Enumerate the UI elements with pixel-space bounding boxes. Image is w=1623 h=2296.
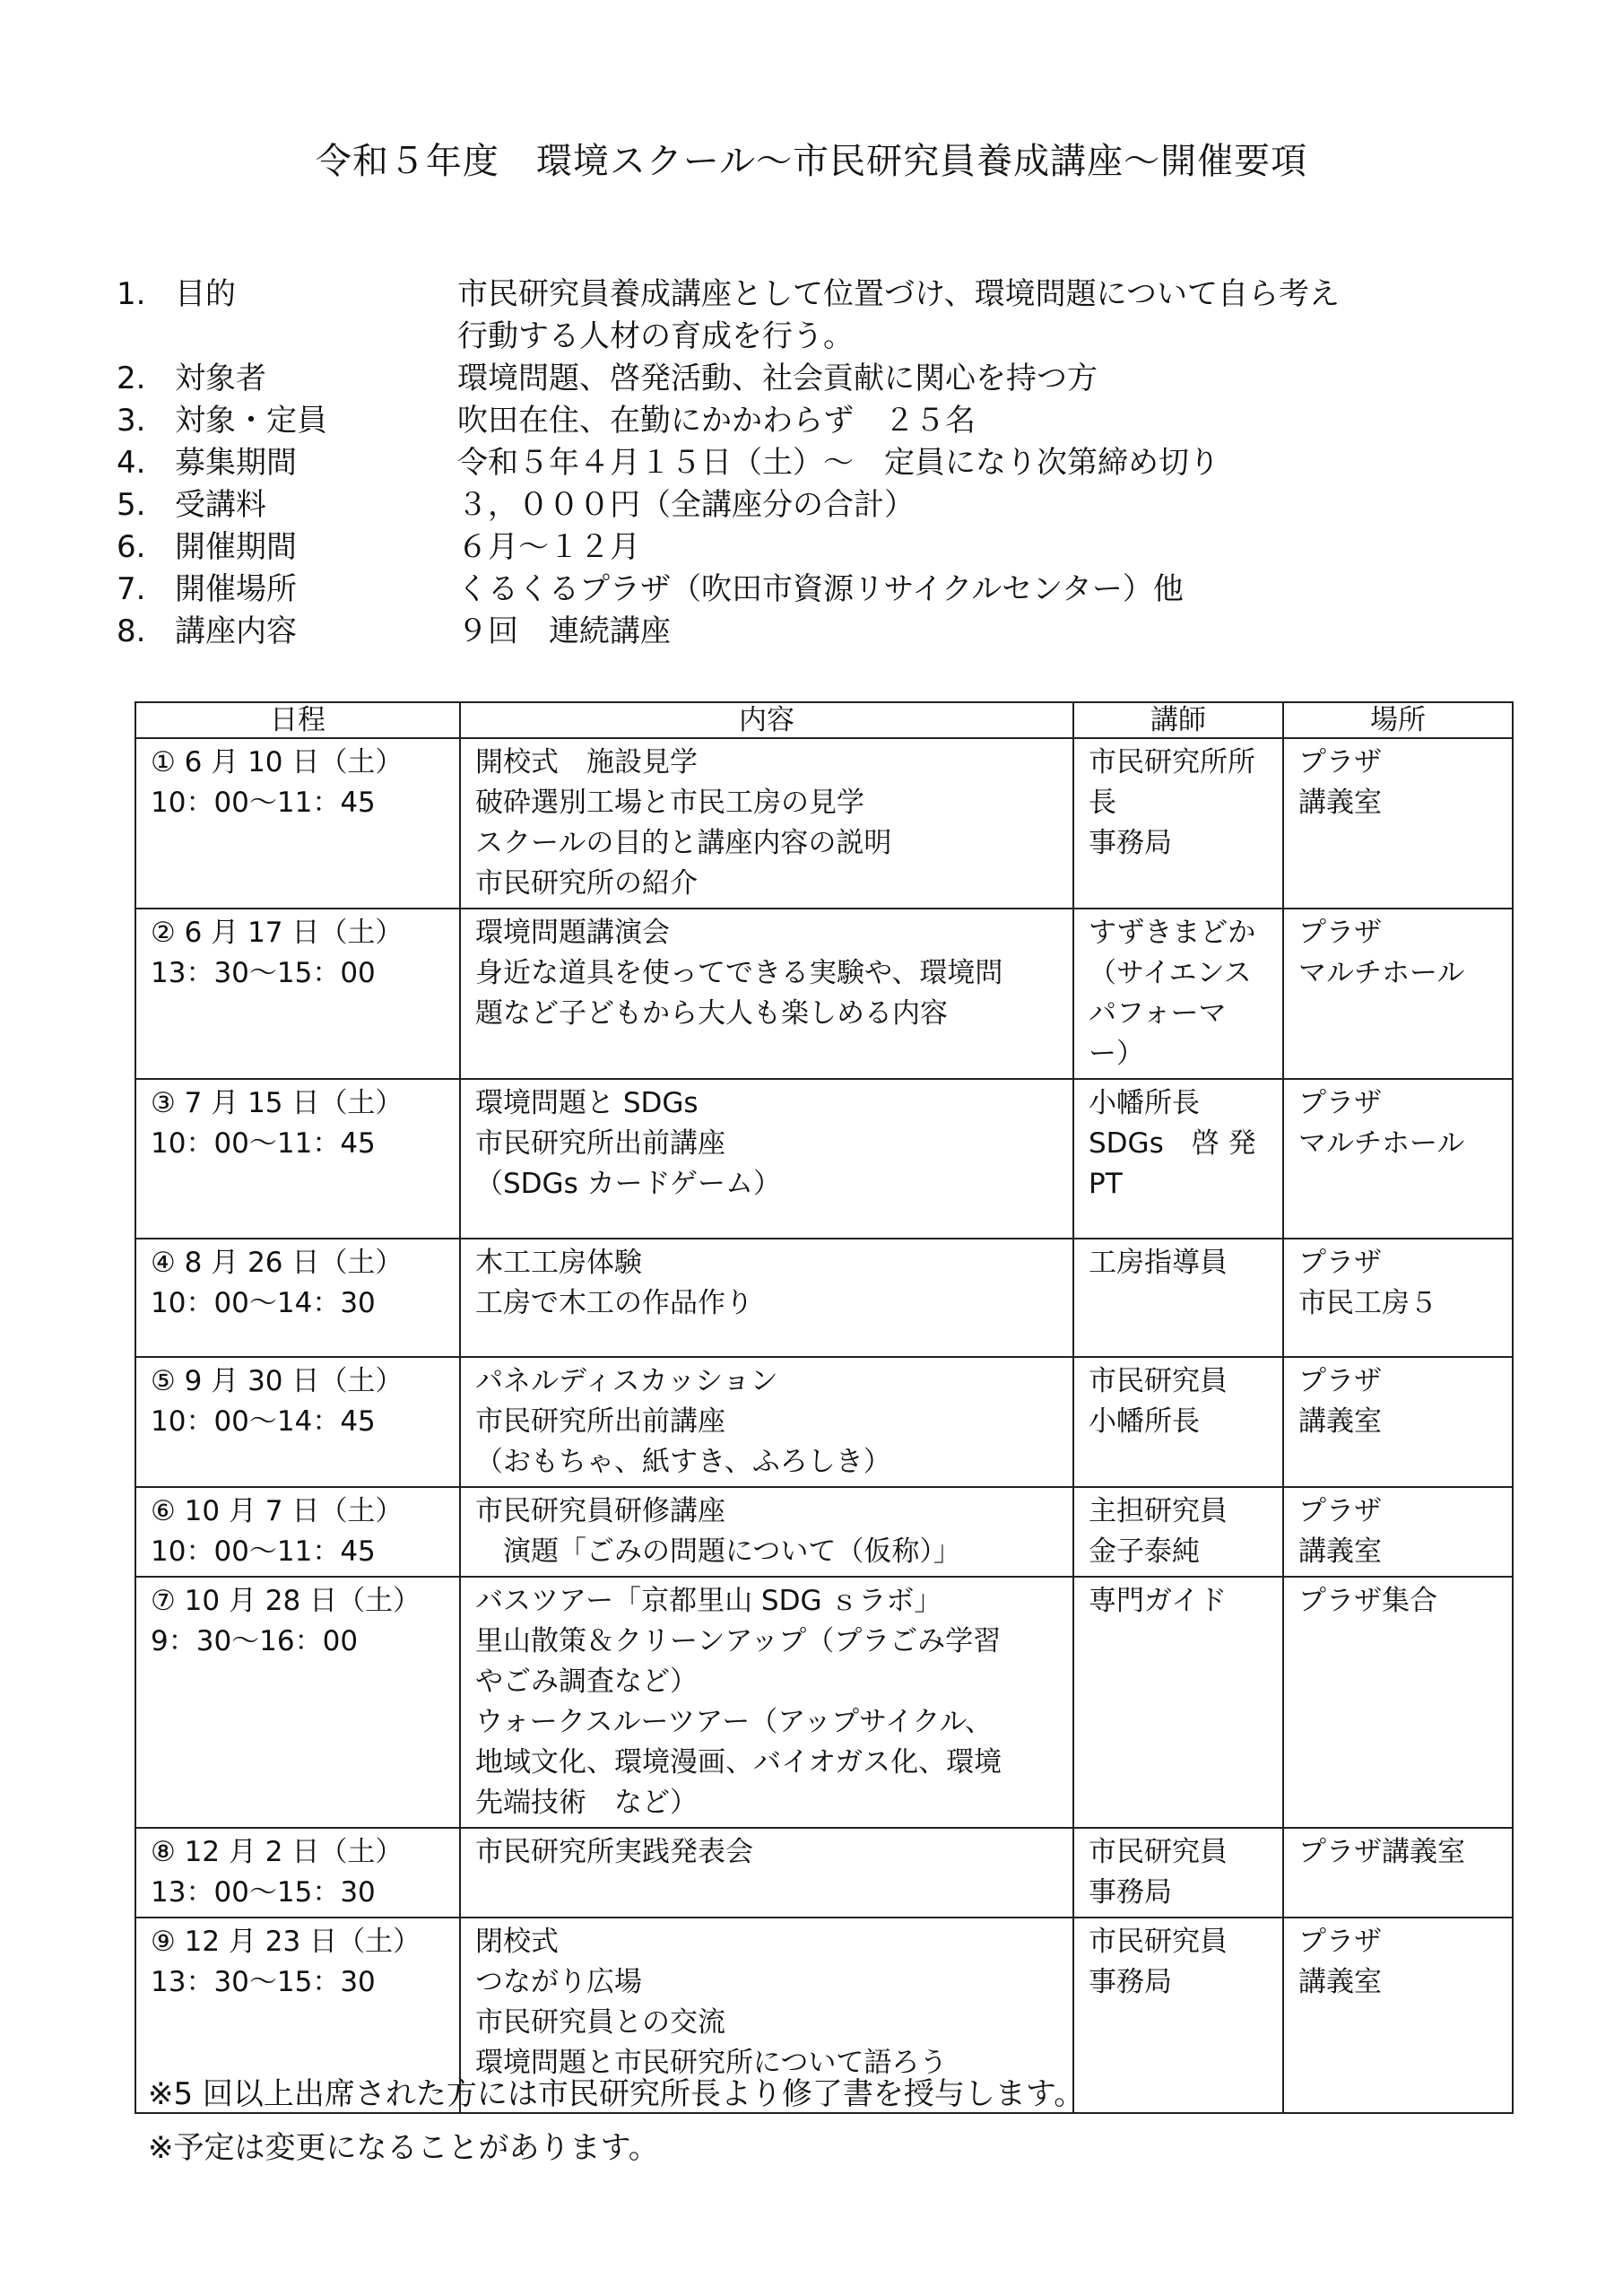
document-title: 令和５年度 環境スクール～市民研究員養成講座～開催要項 [315, 141, 1308, 182]
item-label: 開催期間 [175, 529, 297, 565]
schedule-cell [135, 1487, 460, 1577]
place-cell [1283, 909, 1513, 1079]
lecturer-cell-line: 事務局 [1089, 827, 1172, 859]
schedule-cell-line: 10：00～11：45 [151, 1535, 376, 1568]
content-cell-line: ウォークスルーツアー（アップサイクル、 [475, 1706, 993, 1738]
place-cell-line: プラザ [1298, 1495, 1382, 1527]
place-cell-line: 講義室 [1298, 787, 1382, 819]
place-cell-line: プラザ集合 [1298, 1585, 1437, 1617]
lecturer-cell-line: ー） [1089, 1038, 1144, 1070]
content-cell-line: 市民研究所出前講座 [475, 1127, 725, 1160]
content-cell-line: 閉校式 [475, 1926, 559, 1958]
outline-item [117, 400, 1515, 442]
outline-item [117, 484, 1515, 526]
item-value [457, 442, 1219, 484]
content-cell-line: 開校式 施設見学 [475, 746, 698, 778]
outline-item [117, 526, 1515, 569]
item-label: 目的 [175, 276, 236, 312]
item-number: 5. [117, 487, 146, 523]
schedule-cell-line: 13：30～15：30 [151, 1966, 376, 1998]
place-cell [1283, 1577, 1513, 1828]
place-cell-line: 講義室 [1298, 1535, 1382, 1568]
lecturer-cell-line: パフォーマ [1089, 997, 1227, 1030]
lecturer-cell-line: PT [1089, 1168, 1123, 1200]
header-content: 内容 [460, 702, 1073, 738]
table-row [135, 909, 1513, 1079]
schedule-cell-line: 13：30～15：00 [151, 957, 376, 989]
place-cell-line: プラザ [1298, 1247, 1382, 1279]
schedule-cell-line: ⑤ 9 月 30 日（土） [151, 1365, 404, 1397]
content-cell-line: 環境問題と SDGs [475, 1087, 699, 1119]
lecturer-cell-line: 工房指導員 [1089, 1247, 1228, 1279]
table-header-row [135, 702, 1513, 738]
place-cell [1283, 1079, 1513, 1239]
schedule-cell-line: ① 6 月 10 日（土） [151, 746, 404, 778]
item-number: 7. [117, 571, 146, 607]
lecturer-cell-line: 事務局 [1089, 1966, 1172, 1998]
item-value-line: ６月～１２月 [457, 529, 640, 565]
schedule-cell-line: ⑥ 10 月 7 日（土） [151, 1495, 404, 1527]
content-cell-line: 市民研究所出前講座 [475, 1405, 725, 1438]
schedule-cell [135, 1828, 460, 1918]
schedule-cell [135, 1239, 460, 1357]
lecturer-cell [1073, 1357, 1283, 1487]
place-cell [1283, 1487, 1513, 1577]
content-cell-line: 工房で木工の作品作り [475, 1287, 753, 1319]
item-value [457, 611, 671, 653]
schedule-cell-line: 10：00～11：45 [151, 1127, 376, 1160]
place-cell-line: プラザ講義室 [1298, 1836, 1465, 1868]
content-cell-line: バスツアー「京都里山 SDG ｓラボ」 [475, 1585, 942, 1617]
lecturer-cell-line: 小幡所長 [1089, 1405, 1200, 1438]
outline-item [117, 274, 1515, 358]
content-cell-line: 先端技術 など） [475, 1787, 698, 1819]
content-cell [460, 1828, 1073, 1918]
item-label: 対象者 [175, 361, 266, 396]
place-cell [1283, 1828, 1513, 1918]
lecturer-cell-line: 小幡所長 [1089, 1087, 1200, 1119]
place-cell [1283, 1239, 1513, 1357]
place-cell-line: 市民工房５ [1298, 1287, 1437, 1319]
place-cell-line: プラザ [1298, 917, 1382, 949]
lecturer-cell-line: 市民研究員 [1089, 1926, 1228, 1958]
table-row [135, 1079, 1513, 1239]
content-cell-line: 木工工房体験 [475, 1247, 642, 1279]
place-cell [1283, 1918, 1513, 2113]
schedule-cell [135, 738, 460, 909]
table-row [135, 738, 1513, 909]
schedule-cell-line: 10：00～11：45 [151, 787, 376, 819]
content-cell-line: （SDGs カードゲーム） [475, 1168, 781, 1200]
content-cell-line: 地域文化、環境漫画、バイオガス化、環境 [475, 1746, 1002, 1779]
place-cell-line: マルチホール [1298, 957, 1465, 989]
outline-list [117, 274, 1515, 653]
schedule-cell-line: 13：00～15：30 [151, 1876, 376, 1909]
content-cell-line: 市民研究所実践発表会 [475, 1836, 753, 1868]
place-cell-line: 講義室 [1298, 1405, 1382, 1438]
item-number: 1. [117, 276, 146, 312]
header-schedule: 日程 [135, 702, 460, 738]
place-cell-line: プラザ [1298, 1926, 1382, 1958]
place-cell [1283, 738, 1513, 909]
outline-item [117, 358, 1515, 400]
header-place: 場所 [1283, 702, 1513, 738]
place-cell [1283, 1357, 1513, 1487]
lecturer-cell-line: 長 [1089, 787, 1116, 819]
content-cell [460, 1357, 1073, 1487]
item-label: 募集期間 [175, 445, 297, 481]
place-cell-line: 講義室 [1298, 1966, 1382, 1998]
note-certificate: ※5 回以上出席された方には市民研究所長より修了書を授与します。 [148, 2076, 1085, 2112]
lecturer-cell [1073, 738, 1283, 909]
item-label: 講座内容 [175, 613, 297, 649]
item-value-line: 吹田在住、在勤にかかわらず ２５名 [457, 403, 976, 439]
lecturer-cell [1073, 1828, 1283, 1918]
content-cell-line: 破砕選別工場と市民工房の見学 [475, 787, 864, 819]
item-value [457, 400, 976, 442]
table-row [135, 1357, 1513, 1487]
content-cell-line: やごみ調査など） [475, 1665, 698, 1698]
item-value [457, 484, 915, 526]
lecturer-cell [1073, 1577, 1283, 1828]
table-row [135, 1828, 1513, 1918]
content-cell-line: スクールの目的と講座内容の説明 [475, 827, 892, 859]
notes [148, 2067, 1084, 2175]
item-label: 対象・定員 [175, 403, 327, 439]
outline-item [117, 442, 1515, 484]
item-number: 2. [117, 361, 146, 396]
schedule-cell-line: 9：30～16：00 [151, 1625, 359, 1657]
lecturer-cell-line: 事務局 [1089, 1876, 1172, 1909]
item-value-line: 行動する人材の育成を行う。 [457, 318, 854, 354]
lecturer-cell-line: SDGs 啓 発 [1089, 1127, 1256, 1160]
content-cell [460, 1487, 1073, 1577]
lecturer-cell [1073, 1239, 1283, 1357]
content-cell [460, 738, 1073, 909]
schedule-cell-line: ⑧ 12 月 2 日（土） [151, 1836, 404, 1868]
note-schedule-change: ※予定は変更になることがあります。 [148, 2130, 659, 2166]
content-cell-line: つながり広場 [475, 1966, 642, 1998]
place-cell-line: マルチホール [1298, 1127, 1465, 1160]
content-cell-line: 市民研究員との交流 [475, 2006, 725, 2039]
item-value [457, 526, 640, 569]
content-cell-line: 身近な道具を使ってできる実験や、環境問 [475, 957, 1003, 989]
schedule-cell-line: ② 6 月 17 日（土） [151, 917, 404, 949]
lecturer-cell-line: 市民研究員 [1089, 1836, 1228, 1868]
item-value-line: 市民研究員養成講座として位置づけ、環境問題について自ら考え [457, 276, 1340, 312]
content-cell-line: 市民研究所の紹介 [475, 867, 698, 900]
item-value [457, 274, 1340, 358]
schedule-cell-line: ⑦ 10 月 28 日（土） [151, 1585, 421, 1617]
table-row [135, 1577, 1513, 1828]
schedule-cell [135, 1357, 460, 1487]
item-value-line: 令和５年４月１５日（土）～ 定員になり次第締め切り [457, 445, 1219, 481]
place-cell-line: プラザ [1298, 746, 1382, 778]
schedule-cell-line: 10：00～14：45 [151, 1405, 376, 1438]
content-cell [460, 1239, 1073, 1357]
schedule-cell-line: ④ 8 月 26 日（土） [151, 1247, 404, 1279]
schedule-cell-line: 10：00～14：30 [151, 1287, 376, 1319]
item-value [457, 569, 1184, 611]
content-cell-line: 環境問題講演会 [475, 917, 670, 949]
content-cell [460, 1079, 1073, 1239]
header-lecturer: 講師 [1073, 702, 1283, 738]
item-value-line: 環境問題、啓発活動、社会貢献に関心を持つ方 [457, 361, 1098, 396]
content-cell [460, 909, 1073, 1079]
item-label: 受講料 [175, 487, 266, 523]
content-cell-line: 題など子どもから大人も楽しめる内容 [475, 997, 948, 1030]
lecturer-cell-line: 専門ガイド [1089, 1585, 1228, 1617]
content-cell-line: （おもちゃ、紙すき、ふろしき） [475, 1446, 891, 1478]
place-cell-line: プラザ [1298, 1365, 1382, 1397]
content-cell-line: パネルディスカッション [475, 1365, 778, 1397]
content-cell-line: 環境問題と市民研究所について語ろう [475, 2047, 948, 2079]
lecturer-cell-line: 市民研究所所 [1089, 746, 1255, 778]
outline-item [117, 611, 1515, 653]
schedule-cell-line: ⑨ 12 月 23 日（土） [151, 1926, 421, 1958]
lecturer-cell-line: （サイエンス [1089, 957, 1252, 989]
lecturer-cell [1073, 1487, 1283, 1577]
content-cell-line: 里山散策＆クリーンアップ（プラごみ学習 [475, 1625, 1002, 1657]
item-number: 4. [117, 445, 146, 481]
schedule-cell-line: ③ 7 月 15 日（土） [151, 1087, 404, 1119]
table-row [135, 1239, 1513, 1357]
item-label: 開催場所 [175, 571, 297, 607]
schedule-cell [135, 1577, 460, 1828]
table-row [135, 1487, 1513, 1577]
lecturer-cell-line: 金子泰純 [1089, 1535, 1200, 1568]
schedule-table [135, 701, 1514, 2114]
item-value-line: ３，０００円（全講座分の合計） [457, 487, 915, 523]
lecturer-cell [1073, 1079, 1283, 1239]
lecturer-cell-line: 市民研究員 [1089, 1365, 1228, 1397]
lecturer-cell-line: すずきまどか [1089, 917, 1256, 949]
lecturer-cell [1073, 909, 1283, 1079]
item-number: 3. [117, 403, 146, 439]
item-value [457, 358, 1098, 400]
item-number: 8. [117, 613, 146, 649]
schedule-cell [135, 1079, 460, 1239]
outline-item [117, 569, 1515, 611]
lecturer-cell [1073, 1918, 1283, 2113]
content-cell-line: 演題「ごみの問題について（仮称）」 [475, 1535, 961, 1568]
item-value-line: くるくるプラザ（吹田市資源リサイクルセンター）他 [457, 571, 1184, 607]
content-cell [460, 1577, 1073, 1828]
item-value-line: ９回 連続講座 [457, 613, 671, 649]
place-cell-line: プラザ [1298, 1087, 1382, 1119]
content-cell-line: 市民研究員研修講座 [475, 1495, 725, 1527]
lecturer-cell-line: 主担研究員 [1089, 1495, 1228, 1527]
item-number: 6. [117, 529, 146, 565]
schedule-cell [135, 909, 460, 1079]
